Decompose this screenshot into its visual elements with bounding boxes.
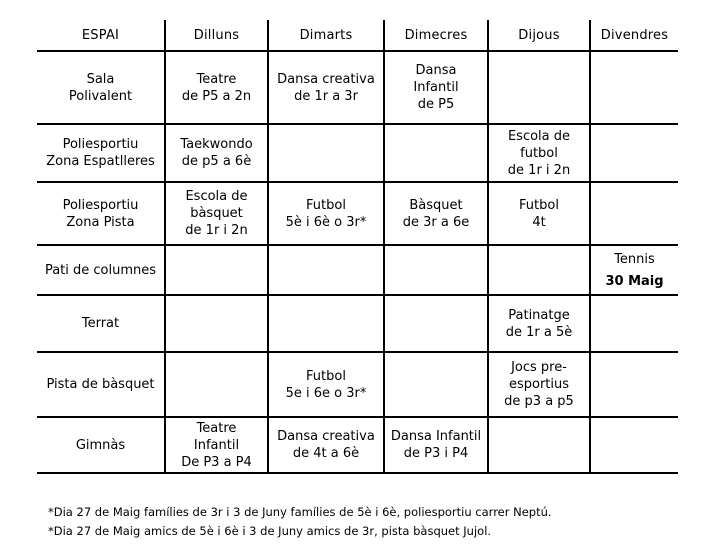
activity-line: Teatre [196, 420, 237, 436]
activity-line: Dansa creativa [277, 71, 375, 87]
space-name-line: Gimnàs [75, 437, 126, 453]
activity-cell-dimecres [384, 124, 488, 182]
activity-line: de p3 a p5 [504, 394, 574, 409]
activity-cell-divendres [590, 124, 678, 182]
space-name-line: Zona Espatlleres [46, 154, 155, 169]
activity-cell-dimarts [268, 417, 384, 473]
activity-cell-dilluns [165, 51, 268, 124]
activity-line: Dansa [415, 63, 457, 78]
activity-line: Futbol [306, 368, 346, 384]
activity-cell-dimarts [268, 51, 384, 124]
activity-cell-dimarts [268, 124, 384, 182]
header-espai: ESPAI [37, 20, 165, 51]
activity-cell-dimarts [268, 352, 384, 417]
space-name-line: Polivalent [68, 88, 133, 104]
activity-cell-divendres [590, 245, 678, 295]
space-name-cell [37, 352, 165, 417]
space-name-line: Zona Pista [66, 214, 135, 230]
activity-cell-dijous [488, 417, 590, 473]
activity-cell-divendres [590, 417, 678, 473]
space-name-cell [37, 417, 165, 473]
footnote: *Dia 27 de Maig amics de 5è i 6è i 3 de Juny amics de 3r, pista bàsquet Jujol. [48, 524, 492, 538]
activity-cell-dijous [488, 295, 590, 352]
activity-cell-dimecres [384, 352, 488, 417]
activity-line: Teatre [196, 71, 237, 87]
activity-line: de P5 a 2n [181, 88, 252, 104]
activity-line: de 1r i 2n [185, 223, 248, 238]
activity-line: Infantil [193, 437, 240, 453]
space-name-cell [37, 295, 165, 352]
activity-line: Futbol [519, 197, 559, 213]
activity-cell-dilluns [165, 182, 268, 245]
space-name-line: Terrat [81, 316, 120, 331]
activity-cell-dimecres [384, 295, 488, 352]
space-name-cell [37, 124, 165, 182]
activity-cell-divendres [590, 182, 678, 245]
activity-line: Escola de [185, 189, 248, 204]
space-name-cell [37, 51, 165, 124]
activity-cell-dimecres [384, 417, 488, 473]
activity-cell-dijous [488, 124, 590, 182]
header-dijous: Dijous [488, 20, 590, 51]
activity-cell-dimecres [384, 245, 488, 295]
activity-cell-dilluns [165, 352, 268, 417]
header-dimarts: Dimarts [268, 20, 384, 51]
table-row [37, 182, 678, 245]
activity-line: Infantil [413, 80, 459, 95]
activity-line: de p5 a 6è [181, 154, 252, 169]
activity-line: de 4t a 6è [292, 446, 360, 461]
table-row [37, 245, 678, 295]
space-name-cell [37, 182, 165, 245]
activity-cell-dimecres [384, 51, 488, 124]
activity-cell-dijous [488, 51, 590, 124]
header-row [37, 20, 678, 51]
activity-cell-dijous [488, 245, 590, 295]
activity-line: futbol [520, 145, 558, 161]
space-name-line: Poliesportiu [62, 197, 139, 213]
activity-cell-dimarts [268, 245, 384, 295]
activity-line: esportius [508, 377, 570, 392]
schedule-table [37, 20, 678, 474]
activity-line: de P3 i P4 [403, 446, 469, 461]
table-row [37, 124, 678, 182]
activity-cell-dijous [488, 182, 590, 245]
activity-line: 4t [532, 214, 546, 230]
activity-cell-dilluns [165, 417, 268, 473]
activity-line: de 1r a 5è [505, 324, 573, 340]
table-row [37, 295, 678, 352]
header-dimecres: Dimecres [384, 20, 488, 51]
activity-line: Bàsquet [409, 197, 463, 213]
event-date: 30 Maig [605, 273, 664, 289]
space-name-line: Pati de columnes [44, 262, 157, 278]
table-row [37, 51, 678, 124]
activity-line: bàsquet [190, 206, 243, 221]
activity-cell-dimarts [268, 295, 384, 352]
activity-cell-divendres [590, 295, 678, 352]
activity-cell-dijous [488, 352, 590, 417]
activity-line: Patinatge [508, 307, 570, 323]
activity-line: 5e i 6e o 3r* [285, 385, 367, 401]
activity-line: Dansa Infantil [390, 429, 482, 444]
space-name-cell [37, 245, 165, 295]
table-row [37, 352, 678, 417]
header-divendres: Divendres [590, 20, 678, 51]
activity-cell-dimecres [384, 182, 488, 245]
activity-line: Tennis [614, 251, 655, 267]
activity-cell-dimarts [268, 182, 384, 245]
header-dilluns: Dilluns [165, 20, 268, 51]
activity-line: de 1r i 2n [507, 162, 571, 178]
activity-line: Dansa creativa [277, 429, 375, 444]
space-name-line: Poliesportiu [62, 137, 139, 152]
activity-cell-divendres [590, 352, 678, 417]
footnote: *Dia 27 de Maig famílies de 3r i 3 de Juny famílies de 5è i 6è, poliesportiu carrer Neptú. [48, 505, 552, 519]
activity-cell-dilluns [165, 124, 268, 182]
activity-line: Jocs pre- [511, 360, 567, 375]
footnotes [48, 503, 552, 541]
activity-line: 5è i 6è o 3r* [285, 214, 367, 230]
activity-line: Taekwondo [180, 137, 253, 152]
space-name-line: Pista de bàsquet [46, 377, 155, 392]
table-row [37, 417, 678, 473]
activity-line: Futbol [306, 197, 346, 213]
activity-line: de P5 [417, 97, 455, 112]
activity-cell-dilluns [165, 245, 268, 295]
activity-cell-dilluns [165, 295, 268, 352]
activity-line: Escola de [507, 128, 571, 144]
activity-line: de 3r a 6e [402, 214, 470, 230]
activity-line: De P3 a P4 [181, 454, 252, 470]
space-name-line: Sala [86, 71, 115, 87]
activity-cell-divendres [590, 51, 678, 124]
activity-line: de 1r a 3r [294, 88, 358, 104]
